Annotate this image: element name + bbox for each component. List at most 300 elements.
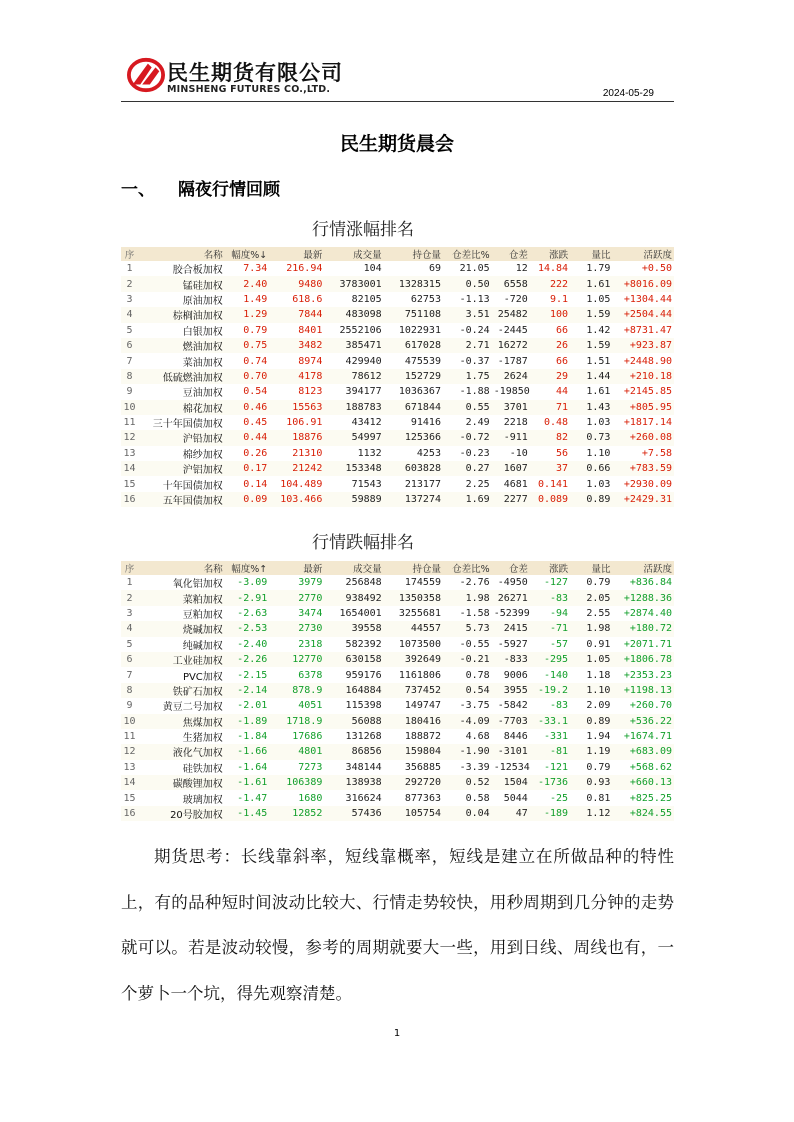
cell-activity: +2504.44: [612, 307, 674, 322]
cell-change-pct: 0.45: [243, 417, 268, 429]
cell-price-change: 222: [530, 276, 570, 291]
cell-price-change: 100: [530, 307, 570, 322]
column-header-name[interactable]: 名称: [138, 247, 225, 261]
cell-activity: +1674.71: [623, 731, 672, 743]
cell-oi-change-pct: 0.58: [465, 792, 490, 804]
cell-name: 纯碱加权: [182, 640, 223, 652]
column-header-activity[interactable]: 活跃度: [612, 561, 674, 575]
cell-change-pct: 0.54: [243, 386, 268, 398]
cell-price-change: 0.48: [543, 417, 569, 429]
cell-activity: +1304.44: [623, 293, 672, 305]
cell-price-change: -121: [543, 761, 569, 773]
section-heading: [121, 175, 280, 200]
cell-oi-change-pct: 2.49: [465, 417, 490, 429]
column-header-last-price[interactable]: 最新: [269, 247, 324, 261]
table-row[interactable]: [121, 637, 674, 652]
cell-oi-change: 6558: [492, 276, 530, 291]
cell-price-change: -295: [530, 652, 570, 667]
cell-rank: 7: [126, 669, 133, 681]
cell-volume-ratio: 1.59: [570, 307, 612, 322]
cell-open-interest: 356885: [404, 761, 441, 773]
fall-ranking-table: [121, 561, 674, 821]
table-row[interactable]: [121, 667, 674, 682]
column-header-open-interest[interactable]: 持仓量: [384, 247, 443, 261]
commentary-paragraph: [121, 834, 674, 1016]
column-header-rank[interactable]: 序: [121, 561, 138, 575]
cell-name: 工业硅加权: [138, 652, 225, 667]
cell-volume-ratio: 0.79: [586, 761, 611, 773]
cell-last-price: 12770: [269, 652, 324, 667]
cell-last-price: 2730: [269, 621, 324, 636]
cell-name: 棕榈油加权: [138, 307, 225, 322]
cell-last-price: 216.94: [286, 263, 323, 275]
logo-english-name: MINSHENG FUTURES CO.,LTD.: [167, 84, 331, 95]
cell-activity: +7.58: [641, 447, 672, 459]
cell-rank: 9: [126, 386, 133, 398]
cell-volume: 56088: [324, 714, 383, 729]
cell-name: 豆油加权: [182, 388, 223, 400]
cell-change-pct: 0.17: [225, 461, 269, 476]
cell-volume-ratio: 2.05: [570, 590, 612, 605]
cell-name: 原油加权: [182, 295, 223, 307]
cell-volume-ratio: 2.55: [586, 607, 611, 619]
cell-name: 焦煤加权: [138, 714, 225, 729]
cell-name: PVC加权: [182, 671, 223, 683]
cell-name: 20号胶加权: [138, 806, 225, 821]
table-row[interactable]: [121, 621, 674, 636]
table-row[interactable]: [121, 575, 674, 590]
cell-volume-ratio: 1.03: [586, 478, 611, 490]
cell-oi-change: 8446: [503, 731, 528, 743]
cell-volume-ratio: 1.05: [586, 293, 611, 305]
table-row[interactable]: [121, 338, 674, 353]
cell-open-interest: 188872: [404, 731, 441, 743]
table-row[interactable]: [121, 806, 674, 821]
cell-open-interest: 1036367: [398, 386, 441, 398]
cell-open-interest: 292720: [384, 775, 443, 790]
cell-oi-change-pct: -1.13: [459, 293, 490, 305]
cell-open-interest: 125366: [384, 430, 443, 445]
cell-change-pct: 0.44: [225, 430, 269, 445]
table-row[interactable]: [121, 292, 674, 307]
cell-rank: 3: [126, 607, 133, 619]
cell-volume-ratio: 1.05: [570, 652, 612, 667]
cell-activity: +1198.13: [612, 683, 674, 698]
cell-rank: 16: [121, 806, 138, 821]
table-row[interactable]: [121, 652, 674, 667]
cell-volume: 483098: [324, 307, 383, 322]
cell-change-pct: 2.40: [225, 276, 269, 291]
cell-volume: 394177: [345, 386, 382, 398]
cell-volume-ratio: 1.10: [570, 683, 612, 698]
cell-volume: 115398: [345, 700, 382, 712]
cell-oi-change: 2415: [492, 621, 530, 636]
cell-volume-ratio: 1.51: [586, 355, 611, 367]
cell-rank: 7: [126, 355, 133, 367]
cell-price-change: 29: [530, 369, 570, 384]
cell-oi-change: 3955: [492, 683, 530, 698]
cell-volume-ratio: 1.61: [586, 386, 611, 398]
column-header-rank[interactable]: 序: [121, 247, 138, 261]
cell-activity: +683.09: [612, 744, 674, 759]
cell-volume-ratio: 0.81: [586, 792, 611, 804]
cell-oi-change: -2445: [497, 324, 528, 336]
cell-change-pct: -2.40: [237, 638, 268, 650]
cell-open-interest: 159804: [384, 744, 443, 759]
cell-price-change: 0.141: [537, 478, 569, 490]
cell-oi-change-pct: 21.05: [459, 263, 490, 275]
cell-volume: 71543: [351, 478, 382, 490]
cell-last-price: 4801: [269, 744, 324, 759]
cell-price-change: 14.84: [537, 263, 569, 275]
table-row[interactable]: [121, 353, 674, 368]
cell-volume: 82105: [351, 293, 382, 305]
cell-oi-change-pct: -0.24: [459, 324, 490, 336]
cell-volume-ratio: 0.66: [570, 461, 612, 476]
cell-oi-change-pct: -0.55: [459, 638, 490, 650]
cell-open-interest: 174559: [404, 577, 441, 589]
cell-activity: +260.08: [612, 430, 674, 445]
cell-volume: 43412: [351, 417, 382, 429]
rise-ranking-table: [121, 247, 674, 507]
cell-activity: +2429.31: [612, 492, 674, 507]
cell-rank: 16: [121, 492, 138, 507]
table-header-row: [121, 561, 674, 575]
cell-volume-ratio: 0.93: [570, 775, 612, 790]
cell-rank: 14: [121, 775, 138, 790]
cell-rank: 13: [123, 761, 136, 773]
cell-rank: 8: [121, 369, 138, 384]
column-header-volume-ratio[interactable]: 量比: [570, 247, 612, 261]
cell-open-interest: 152729: [384, 369, 443, 384]
cell-oi-change: 2277: [492, 492, 530, 507]
cell-price-change: 0.089: [530, 492, 570, 507]
cell-price-change: -57: [550, 638, 569, 650]
table-row[interactable]: [121, 276, 674, 291]
cell-volume: 131268: [345, 731, 382, 743]
cell-price-change: -19.2: [530, 683, 570, 698]
table-row[interactable]: [121, 430, 674, 445]
cell-rank: 10: [121, 400, 138, 415]
cell-volume-ratio: 1.42: [586, 324, 611, 336]
cell-oi-change-pct: 0.54: [443, 683, 492, 698]
cell-oi-change: 2624: [492, 369, 530, 384]
cell-open-interest: 751108: [384, 307, 443, 322]
table-row[interactable]: [121, 323, 674, 338]
cell-price-change: -140: [543, 669, 569, 681]
cell-oi-change: 9006: [503, 669, 528, 681]
cell-oi-change: 47: [492, 806, 530, 821]
cell-last-price: 878.9: [269, 683, 324, 698]
cell-open-interest: 1161806: [398, 669, 441, 681]
cell-change-pct: 0.79: [243, 324, 268, 336]
cell-price-change: -25: [550, 792, 569, 804]
cell-change-pct: -1.84: [237, 731, 268, 743]
commentary-text: 期货思考：长线靠斜率，短线靠概率，短线是建立在所做品种的特性上，有的品种短时间波动比较大、行情走势较快，用秒周期到几分钟的走势就可以。若是波动较慢，参考的周期就要大一些，用到日线、周线也有，一个萝卜一个坑，得先观察清楚。: [121, 847, 674, 1003]
cell-name: 玻璃加权: [182, 794, 223, 806]
cell-volume: 959176: [345, 669, 382, 681]
cell-oi-change-pct: 0.78: [465, 669, 490, 681]
document-title: 民生期货晨会: [339, 133, 454, 155]
cell-oi-change: 1607: [492, 461, 530, 476]
cell-price-change: -33.1: [530, 714, 570, 729]
cell-volume-ratio: 1.10: [586, 447, 611, 459]
column-header-activity[interactable]: 活跃度: [612, 247, 674, 261]
cell-volume-ratio: 1.03: [586, 417, 611, 429]
column-header-name[interactable]: 名称: [138, 561, 225, 575]
cell-activity: +836.84: [629, 577, 672, 589]
page-number: 1: [393, 1028, 401, 1039]
cell-change-pct: -1.45: [225, 806, 269, 821]
table-row[interactable]: [121, 415, 674, 430]
cell-oi-change: 12: [515, 263, 528, 275]
column-header-price-change[interactable]: 涨跌: [530, 561, 570, 575]
cell-rank: 5: [126, 638, 133, 650]
cell-last-price: 3979: [298, 577, 323, 589]
cell-oi-change-pct: -1.88: [459, 386, 490, 398]
table-row[interactable]: [121, 775, 674, 790]
cell-activity: +2353.23: [623, 669, 672, 681]
cell-rank: 5: [126, 324, 133, 336]
cell-name: 豆粕加权: [182, 609, 223, 621]
cell-oi-change-pct: -3.75: [459, 700, 490, 712]
cell-volume: 582392: [345, 638, 382, 650]
cell-activity: +0.50: [641, 263, 672, 275]
cell-change-pct: -3.09: [237, 577, 268, 589]
cell-oi-change-pct: -2.76: [459, 577, 490, 589]
cell-rank: 6: [121, 652, 138, 667]
cell-volume: 3783001: [324, 276, 383, 291]
table-row[interactable]: [121, 461, 674, 476]
rise-table-caption: 行情涨幅排名: [312, 220, 414, 240]
cell-volume: 164884: [324, 683, 383, 698]
table-row[interactable]: [121, 261, 674, 276]
cell-change-pct: -2.63: [237, 607, 268, 619]
cell-last-price: 8401: [298, 324, 323, 336]
column-header-open-interest[interactable]: 持仓量: [384, 561, 443, 575]
cell-oi-change: -10: [509, 447, 528, 459]
cell-last-price: 3474: [298, 607, 323, 619]
table-row[interactable]: [121, 369, 674, 384]
cell-change-pct: 0.09: [225, 492, 269, 507]
table-row[interactable]: [121, 476, 674, 491]
cell-rank: 12: [121, 744, 138, 759]
cell-name: 硅铁加权: [182, 763, 223, 775]
cell-oi-change: -19850: [493, 386, 530, 398]
cell-rank: 10: [121, 714, 138, 729]
cell-open-interest: 4253: [416, 447, 441, 459]
cell-oi-change: -5842: [497, 700, 528, 712]
cell-last-price: 21310: [292, 447, 323, 459]
cell-oi-change-pct: 0.50: [443, 276, 492, 291]
cell-volume: 104: [363, 263, 382, 275]
cell-volume-ratio: 1.59: [570, 338, 612, 353]
cell-last-price: 6378: [298, 669, 323, 681]
logo-chinese-name: 民生期货有限公司: [167, 61, 343, 85]
cell-volume: 2552106: [339, 324, 382, 336]
cell-oi-change: 25482: [492, 307, 530, 322]
cell-volume-ratio: 1.12: [570, 806, 612, 821]
cell-last-price: 1680: [298, 792, 323, 804]
cell-name: 生猪加权: [182, 733, 223, 745]
cell-open-interest: 475539: [404, 355, 441, 367]
cell-last-price: 3482: [269, 338, 324, 353]
cell-name: 棉纱加权: [182, 449, 223, 461]
cell-price-change: -83: [530, 590, 570, 605]
cell-price-change: -94: [550, 607, 569, 619]
column-header-oi-change-pct[interactable]: 仓差比%: [443, 561, 492, 575]
column-header-price-change[interactable]: 涨跌: [530, 247, 570, 261]
cell-oi-change: -7703: [492, 714, 530, 729]
cell-name: 沪铅加权: [138, 430, 225, 445]
cell-volume: 86856: [324, 744, 383, 759]
cell-last-price: 4178: [269, 369, 324, 384]
cell-price-change: -81: [530, 744, 570, 759]
cell-volume: 316624: [345, 792, 382, 804]
cell-last-price: 7273: [298, 761, 323, 773]
cell-change-pct: -2.15: [237, 669, 268, 681]
cell-change-pct: 0.75: [225, 338, 269, 353]
cell-name: 铁矿石加权: [138, 683, 225, 698]
cell-name: 白银加权: [182, 326, 223, 338]
cell-volume: 630158: [324, 652, 383, 667]
cell-rank: 6: [121, 338, 138, 353]
table-row[interactable]: [121, 760, 674, 775]
cell-oi-change: 2218: [503, 417, 528, 429]
cell-volume-ratio: 0.91: [586, 638, 611, 650]
cell-activity: +923.87: [612, 338, 674, 353]
cell-price-change: 56: [556, 447, 569, 459]
cell-activity: +180.72: [612, 621, 674, 636]
cell-volume-ratio: 1.44: [570, 369, 612, 384]
cell-volume-ratio: 0.89: [570, 492, 612, 507]
cell-change-pct: -1.61: [225, 775, 269, 790]
cell-oi-change-pct: 2.71: [443, 338, 492, 353]
column-header-change-pct[interactable]: 幅度%↓: [225, 247, 269, 261]
table-row[interactable]: [121, 492, 674, 507]
column-header-oi-change[interactable]: 仓差: [492, 561, 530, 575]
cell-activity: +2874.40: [623, 607, 672, 619]
cell-open-interest: 62753: [410, 293, 441, 305]
table-row[interactable]: [121, 698, 674, 713]
cell-activity: +2071.71: [623, 638, 672, 650]
cell-activity: +1806.78: [612, 652, 674, 667]
cell-volume-ratio: 1.98: [570, 621, 612, 636]
cell-activity: +825.25: [629, 792, 672, 804]
cell-activity: +210.18: [612, 369, 674, 384]
cell-oi-change-pct: 1.98: [443, 590, 492, 605]
table-header-row: [121, 247, 674, 261]
cell-volume-ratio: 1.43: [570, 400, 612, 415]
cell-open-interest: 671844: [384, 400, 443, 415]
cell-name: 烧碱加权: [138, 621, 225, 636]
cell-change-pct: -1.89: [225, 714, 269, 729]
cell-name: 三十年国债加权: [152, 419, 223, 431]
cell-rank: 13: [123, 447, 136, 459]
section-number: 一、: [121, 180, 155, 200]
column-header-volume[interactable]: 成交量: [324, 247, 383, 261]
cell-change-pct: 0.46: [225, 400, 269, 415]
section-title: 隔夜行情回顾: [178, 180, 280, 200]
cell-oi-change: 3701: [492, 400, 530, 415]
table-row[interactable]: [121, 744, 674, 759]
report-date: 2024-05-29: [602, 88, 654, 99]
table-row[interactable]: [121, 683, 674, 698]
table-row[interactable]: [121, 446, 674, 461]
cell-change-pct: -2.26: [225, 652, 269, 667]
cell-price-change: -83: [550, 700, 569, 712]
table-row[interactable]: [121, 590, 674, 605]
cell-name: 五年国债加权: [138, 492, 225, 507]
cell-open-interest: 149747: [404, 700, 441, 712]
cell-oi-change: -12534: [493, 761, 530, 773]
cell-oi-change: 4681: [503, 478, 528, 490]
column-header-oi-change[interactable]: 仓差: [492, 247, 530, 261]
cell-change-pct: 0.74: [243, 355, 268, 367]
fall-table-caption: 行情跌幅排名: [312, 533, 414, 553]
cell-volume: 938492: [324, 590, 383, 605]
cell-price-change: 26: [530, 338, 570, 353]
cell-open-interest: 44557: [384, 621, 443, 636]
cell-oi-change: -4950: [497, 577, 528, 589]
cell-activity: +568.62: [629, 761, 672, 773]
cell-rank: 14: [121, 461, 138, 476]
cell-change-pct: -2.01: [237, 700, 268, 712]
cell-price-change: 44: [556, 386, 569, 398]
cell-activity: +8731.47: [623, 324, 672, 336]
cell-volume-ratio: 1.79: [586, 263, 611, 275]
table-row[interactable]: [121, 714, 674, 729]
cell-price-change: 82: [530, 430, 570, 445]
column-header-oi-change-pct[interactable]: 仓差比%: [443, 247, 492, 261]
cell-open-interest: 617028: [384, 338, 443, 353]
column-header-last-price[interactable]: 最新: [269, 561, 324, 575]
cell-price-change: 37: [530, 461, 570, 476]
cell-last-price: 18876: [269, 430, 324, 445]
cell-oi-change-pct: 4.68: [465, 731, 490, 743]
table-row[interactable]: [121, 307, 674, 322]
table-row[interactable]: [121, 606, 674, 621]
cell-price-change: 66: [556, 355, 569, 367]
cell-last-price: 12852: [269, 806, 324, 821]
table-row[interactable]: [121, 400, 674, 415]
cell-rank: 11: [123, 731, 136, 743]
cell-price-change: -71: [530, 621, 570, 636]
company-logo-mark-icon: [127, 56, 165, 94]
cell-volume-ratio: 0.73: [570, 430, 612, 445]
column-header-volume[interactable]: 成交量: [324, 561, 383, 575]
table-row[interactable]: [121, 790, 674, 805]
cell-activity: +1288.36: [612, 590, 674, 605]
cell-price-change: -189: [530, 806, 570, 821]
cell-volume: 57436: [324, 806, 383, 821]
cell-change-pct: -2.53: [225, 621, 269, 636]
cell-change-pct: -1.66: [225, 744, 269, 759]
cell-oi-change-pct: 0.52: [443, 775, 492, 790]
cell-rank: 12: [121, 430, 138, 445]
table-row[interactable]: [121, 384, 674, 399]
cell-price-change: 71: [530, 400, 570, 415]
cell-oi-change-pct: 1.75: [443, 369, 492, 384]
cell-volume-ratio: 0.79: [586, 577, 611, 589]
column-header-change-pct[interactable]: 幅度%↑: [225, 561, 269, 575]
cell-last-price: 21242: [269, 461, 324, 476]
cell-activity: +660.13: [612, 775, 674, 790]
cell-price-change: -331: [543, 731, 569, 743]
column-header-volume-ratio[interactable]: 量比: [570, 561, 612, 575]
cell-volume-ratio: 0.89: [570, 714, 612, 729]
table-row[interactable]: [121, 729, 674, 744]
